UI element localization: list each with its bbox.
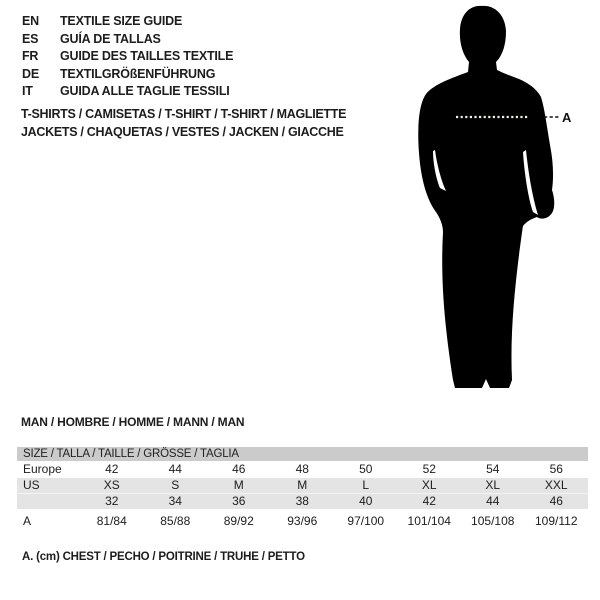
table-cell: 48 xyxy=(295,462,309,476)
silhouette-path xyxy=(418,6,554,388)
row-label: US xyxy=(23,478,40,492)
table-row-us xyxy=(17,478,588,493)
table-cell: 101/104 xyxy=(407,514,451,528)
table-cell: 44 xyxy=(486,494,500,508)
size-table-header: SIZE / TALLA / TAILLE / GRÖSSE / TAGLIA xyxy=(17,447,588,461)
lang-label: GUÍA DE TALLAS xyxy=(60,31,161,46)
table-cell: 89/92 xyxy=(223,514,254,528)
table-row-numeric xyxy=(17,493,588,509)
table-cell: 38 xyxy=(295,494,309,508)
lang-code: FR xyxy=(22,49,39,63)
lang-code: DE xyxy=(22,66,39,81)
lang-label: GUIDE DES TAILLES TEXTILE xyxy=(60,49,234,63)
table-cell: 109/112 xyxy=(535,514,578,528)
table-row-chest-cm xyxy=(17,509,588,533)
section-title-man: MAN / HOMBRE / HOMME / MANN / MAN xyxy=(21,415,245,429)
table-cell: 46 xyxy=(549,494,563,508)
table-cell: M xyxy=(233,478,244,492)
table-cell: XS xyxy=(103,478,120,492)
row-label: A xyxy=(23,514,32,528)
table-cell: M xyxy=(297,478,308,492)
table-cell: 105/108 xyxy=(471,514,515,528)
table-cell: L xyxy=(362,478,370,492)
table-cell: 54 xyxy=(486,462,500,476)
table-row-europe xyxy=(17,461,588,478)
table-cell: 42 xyxy=(422,494,436,508)
lang-label: TEXTILE SIZE GUIDE xyxy=(60,14,183,28)
table-cell: 81/84 xyxy=(96,514,127,528)
table-cell: 32 xyxy=(105,494,119,508)
row-label: Europe xyxy=(23,462,62,476)
table-cell: 97/100 xyxy=(347,514,385,528)
table-cell: 52 xyxy=(422,462,436,476)
footnote-chest: A. (cm) CHEST / PECHO / POITRINE / TRUHE / PETTO xyxy=(22,551,305,563)
table-cell: 46 xyxy=(232,462,246,476)
table-cell: 50 xyxy=(359,462,373,476)
table-cell: 93/96 xyxy=(287,514,318,528)
table-cell: 36 xyxy=(232,494,246,508)
lang-code: EN xyxy=(22,14,39,28)
table-cell: 56 xyxy=(549,462,563,476)
lang-label: TEXTILGRÖßENFÜHRUNG xyxy=(60,66,216,81)
table-cell: XL xyxy=(421,478,437,492)
lang-code: ES xyxy=(22,31,39,46)
table-cell: 34 xyxy=(168,494,182,508)
table-cell: 44 xyxy=(168,462,182,476)
table-cell: 40 xyxy=(359,494,373,508)
lang-code: IT xyxy=(22,84,33,98)
table-cell: XXL xyxy=(544,478,568,492)
table-cell: XL xyxy=(485,478,501,492)
size-table xyxy=(17,447,588,533)
table-cell: 42 xyxy=(105,462,119,476)
table-cell: S xyxy=(171,478,180,492)
table-cell: 85/88 xyxy=(160,514,191,528)
lang-label: GUIDA ALLE TAGLIE TESSILI xyxy=(60,84,230,98)
category-tshirts-line: T-SHIRTS / CAMISETAS / T-SHIRT / T-SHIRT / MAGLIETTE xyxy=(21,107,347,121)
measure-label-a: A xyxy=(562,110,572,125)
category-jackets-line: JACKETS / CHAQUETAS / VESTES / JACKEN / GIACCHE xyxy=(21,125,344,139)
